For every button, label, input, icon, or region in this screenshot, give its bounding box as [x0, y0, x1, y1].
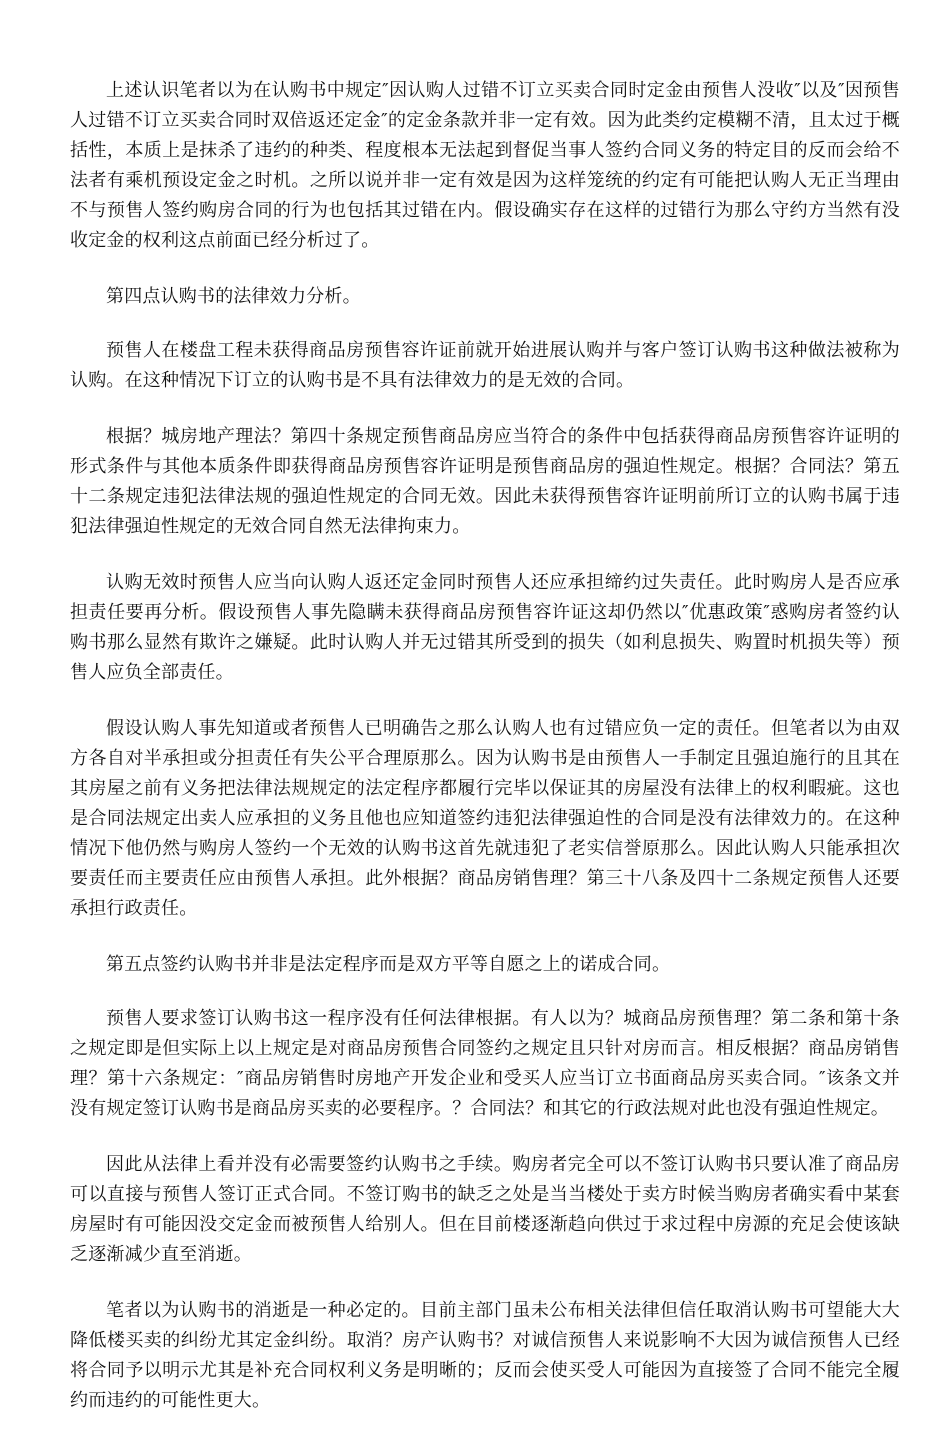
paragraph-legal-basis: 根据？城房地产理法？第四十条规定预售商品房应当符合的条件中包括获得商品房预售容许证明的形式条件与其他本质条件即获得商品房预售容许证明是预售商品房的强迫性规定。根据？合同法？第五十二条规定违犯法律法规的强迫性规定的合同无效。因此未获得预售容许证明前所订立的认购书属于违犯法律强迫性规定的无效合同自然无法律拘束力。 — [70, 426, 900, 537]
paragraph-presale-definition: 预售人在楼盘工程未获得商品房预售容许证前就开始进展认购并与客户签订认购书这种做法被称为认购。在这种情况下订立的认购书是不具有法律效力的是无效的合同。 — [70, 340, 900, 391]
paragraph-deposit-clause: 上述认识笔者以为在认购书中规定″因认购人过错不订立买卖合同时定金由预售人没收″以及″因预售人过错不订立买卖合同时双倍返还定金″的定金条款并非一定有效。因为此类约定模糊不清，且太过于概括性，本质上是抹杀了违约的种类、程度根本无法起到督促当事人签约合同义务的特定目的反而会给不法者有乘机预设定金之时机。之所以说并非一定有效是因为这样笼统的约定有可能把认购人无正当理由不与预售人签约购房合同的行为也包括其过错在内。假设确实存在这样的过错行为那么守约方当然有没收定金的权利这点前面已经分析过了。 — [70, 80, 900, 251]
paragraph-buyer-fault: 假设认购人事先知道或者预售人已明确告之那么认购人也有过错应负一定的责任。但笔者以为由双方各自对半承担或分担责任有失公平合理原那么。因为认购书是由预售人一手制定且强迫施行的且其在其房屋之前有义务把法律法规规定的法定程序都履行完毕以保证其的房屋没有法律上的权利暇疵。这也是合同法规定出卖人应承担的义务且他也应知道签约违犯法律强迫性的合同是没有法律效力的。在这种情况下他仍然与购房人签约一个无效的认购书这首先就违犯了老实信誉原那么。因此认购人只能承担次要责任而主要责任应由预售人承担。此外根据？商品房销售理？第三十八条及四十二条规定预售人还要承担行政责任。 — [70, 718, 900, 919]
paragraph-invalid-liability: 认购无效时预售人应当向认购人返还定金同时预售人还应承担缔约过失责任。此时购房人是否应承担责任要再分析。假设预售人事先隐瞒未获得商品房预售容许证这却仍然以″优惠政策″惑购房者签约认购书那么显然有欺许之嫌疑。此时认购人并无过错其所受到的损失（如利息损失、购置时机损失等）预售人应负全部责任。 — [70, 572, 900, 683]
section-heading-point-four: 第四点认购书的法律效力分析。 — [106, 286, 361, 307]
section-heading-point-five: 第五点签约认购书并非是法定程序而是双方平等自愿之上的诺成合同。 — [106, 954, 671, 975]
document-page — [70, 76, 900, 1442]
paragraph-conclusion: 笔者以为认购书的消逝是一种必定的。目前主部门虽未公布相关法律但信任取消认购书可望能大大降低楼买卖的纠纷尤其定金纠纷。取消？房产认购书？对诚信预售人来说影响不大因为诚信预售人已经将合同予以明示尤其是补充合同权利义务是明晰的；反而会使买受人可能因为直接签了合同不能完全履约而违约的可能性更大。 — [70, 1300, 900, 1411]
paragraph-not-required: 因此从法律上看并没有必需要签约认购书之手续。购房者完全可以不签订认购书只要认准了商品房可以直接与预售人签订正式合同。不签订购书的缺乏之处是当当楼处于卖方时候当购房者确实看中某套房屋时有可能因没交定金而被预售人给别人。但在目前楼逐渐趋向供过于求过程中房源的充足会使该缺乏逐渐减少直至消逝。 — [70, 1154, 900, 1265]
paragraph-no-legal-basis: 预售人要求签订认购书这一程序没有任何法律根据。有人以为？城商品房预售理？第二条和第十条之规定即是但实际上以上规定是对商品房预售合同签约之规定且只针对房而言。相反根据？商品房销售理？第十六条规定：″商品房销售时房地产开发企业和受买人应当订立书面商品房买卖合同。″该条文并没有规定签订认购书是商品房买卖的必要程序。？合同法？和其它的行政法规对此也没有强迫性规定。 — [70, 1008, 900, 1119]
